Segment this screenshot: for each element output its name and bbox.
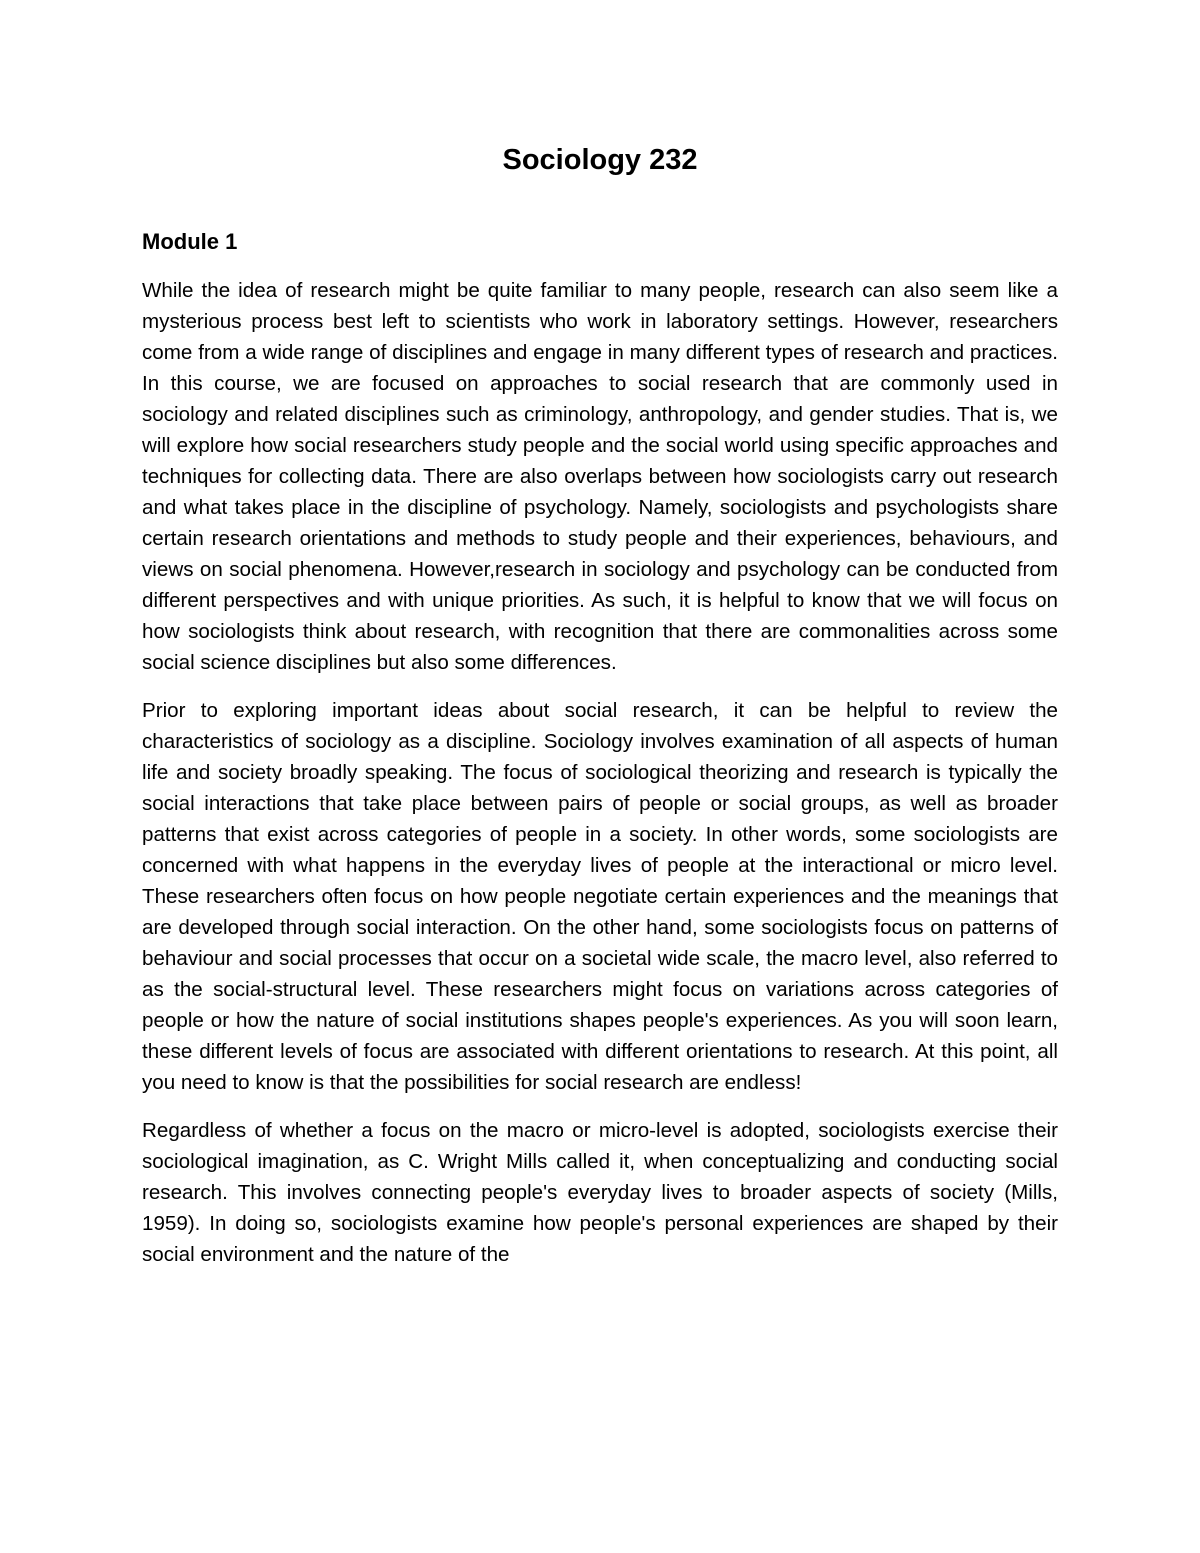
body-paragraph-2: Prior to exploring important ideas about social research, it can be helpful to review the characteristics of sociology as a discipline. Sociology involves examination of all aspects of human life and society broadly speaking. The focus of sociological theorizing and research is typically the social interactions that take place between pairs of people or social groups, as well as broader patterns that exist across categories of people in a society. In other words, some sociologists are concerned with what happens in the everyday lives of people at the interactional or micro level. These researchers often focus on how people negotiate certain experiences and the meanings that are developed through social interaction. On the other hand, some sociologists focus on patterns of behaviour and social processes that occur on a societal wide scale, the macro level, also referred to as the social-structural level. These researchers might focus on variations across categories of people or how the nature of social institutions shapes people's experiences. As you will soon learn, these different levels of focus are associated with different orientations to research. At this point, all you need to know is that the possibilities for social research are endless! — [142, 699, 1058, 1094]
module-heading: Module 1 — [142, 229, 238, 254]
document-page — [142, 140, 1058, 1270]
body-paragraph-1: While the idea of research might be quite familiar to many people, research can also seem like a mysterious process best left to scientists who work in laboratory settings. However, researchers come from a wide range of disciplines and engage in many different types of research and practices. In this course, we are focused on approaches to social research that are commonly used in sociology and related disciplines such as criminology, anthropology, and gender studies. That is, we will explore how social researchers study people and the social world using specific approaches and techniques for collecting data. There are also overlaps between how sociologists carry out research and what takes place in the discipline of psychology. Namely, sociologists and psychologists share certain research orientations and methods to study people and their experiences, behaviours, and views on social phenomena. However,research in sociology and psychology can be conducted from different perspectives and with unique priorities. As such, it is helpful to know that we will focus on how sociologists think about research, with recognition that there are commonalities across some social science disciplines but also some differences. — [142, 279, 1058, 674]
document-title: Sociology 232 — [502, 144, 698, 176]
body-paragraph-3: Regardless of whether a focus on the macro or micro-level is adopted, sociologists exercise their sociological imagination, as C. Wright Mills called it, when conceptualizing and conducting social research. This involves connecting people's everyday lives to broader aspects of society (Mills, 1959). In doing so, sociologists examine how people's personal experiences are shaped by their social environment and the nature of the — [142, 1119, 1058, 1266]
